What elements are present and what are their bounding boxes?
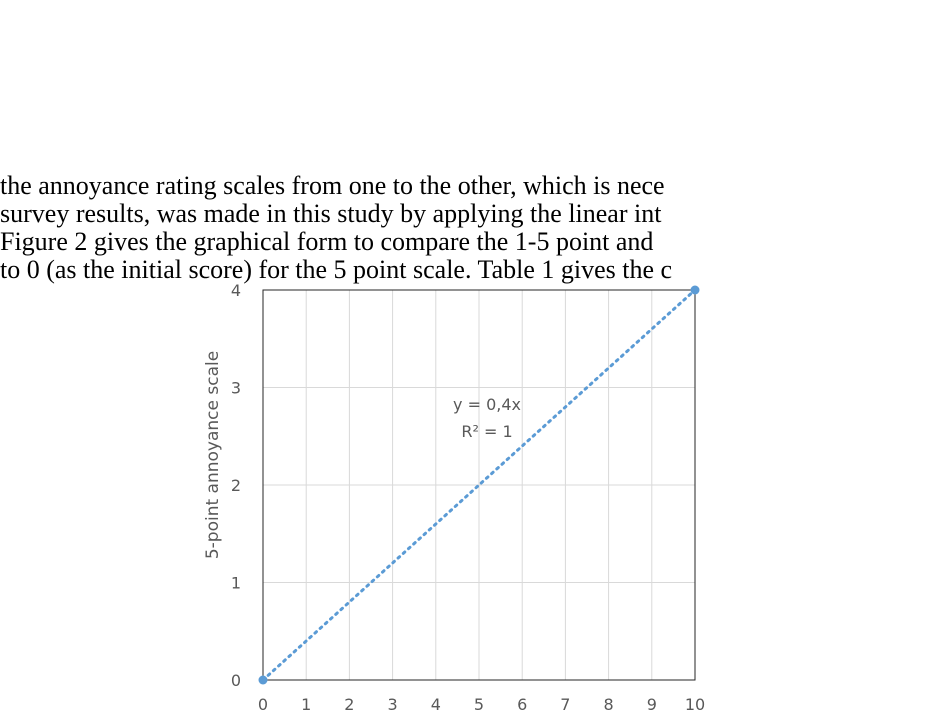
text-line-1: the annoyance rating scales from one to the other, which is nece (0, 172, 665, 200)
x-tick-label: 9 (646, 695, 657, 714)
x-tick-label: 5 (473, 695, 485, 714)
x-tick-label: 3 (387, 695, 398, 714)
y-tick-label: 1 (230, 573, 241, 593)
x-tick-label: 1 (301, 695, 312, 714)
x-tick-label: 4 (430, 695, 441, 714)
text-line-2: survey results, was made in this study by applying the linear int (0, 199, 662, 228)
y-tick-label: 0 (230, 671, 241, 690)
x-tick-label: 0 (257, 695, 269, 714)
data-point (691, 286, 700, 295)
body-text (0, 172, 933, 284)
x-tick-label: 6 (517, 695, 528, 714)
y-tick-label: 2 (230, 476, 241, 495)
scatter-chart (185, 275, 745, 718)
x-tick-label: 8 (603, 695, 614, 714)
data-point (259, 676, 268, 685)
y-tick-label: 3 (230, 378, 241, 398)
x-tick-label: 7 (560, 695, 571, 714)
r-squared-label: R² = 1 (461, 422, 513, 441)
y-axis-label: 5-point annoyance scale (203, 350, 223, 560)
figure-chart (185, 275, 745, 718)
text-line-4: to 0 (as the initial score) for the 5 point scale. Table 1 gives the c (0, 255, 673, 284)
x-tick-label: 2 (344, 695, 355, 714)
text-line-3: Figure 2 gives the graphical form to compare the 1-5 point and (0, 227, 654, 256)
x-tick-label: 10 (684, 695, 706, 714)
equation-label: y = 0,4x (453, 395, 521, 414)
y-tick-label: 4 (230, 281, 241, 300)
